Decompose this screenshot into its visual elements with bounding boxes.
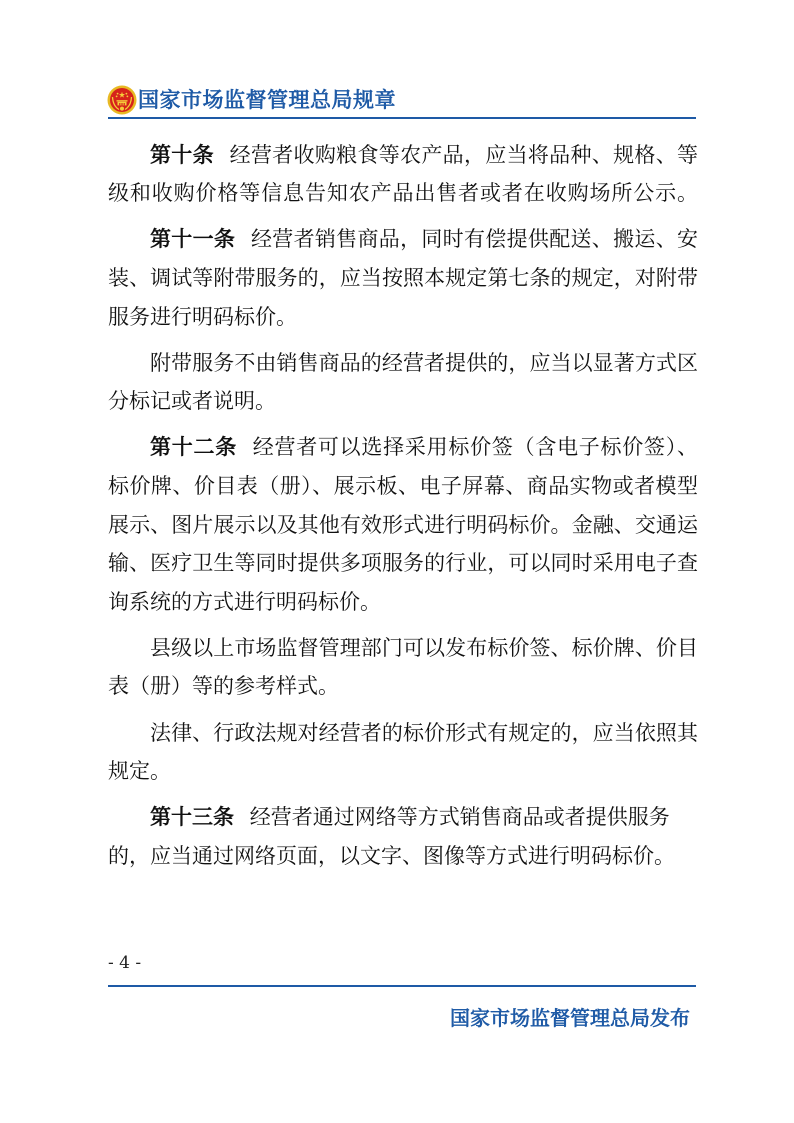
national-emblem-icon: [107, 85, 137, 115]
header-title: 国家市场监督管理总局规章: [138, 87, 396, 112]
publisher-label: 国家市场监督管理总局发布: [450, 1006, 690, 1030]
article-paragraph: [108, 428, 698, 621]
text-line: 规定。: [108, 759, 171, 784]
text-line: 展示、图片展示以及其他有效形式进行明码标价。金融、交通运: [108, 512, 698, 537]
text-line: [108, 220, 698, 259]
text-line: [108, 136, 698, 175]
footer-divider: [108, 985, 696, 987]
document-body: [108, 136, 698, 876]
text-line: 装、调试等附带服务的，应当按照本规定第七条的规定，对附带: [108, 265, 698, 290]
header-divider: [108, 117, 696, 119]
text-line-content: 经营者销售商品，同时有偿提供配送、搬运、安: [250, 227, 699, 252]
article-paragraph: [108, 220, 698, 336]
article-paragraph: [108, 136, 698, 213]
paragraph: [108, 629, 698, 706]
article-number: 第十一条: [150, 226, 236, 252]
text-line: [108, 798, 698, 837]
text-line-content: 经营者收购粮食等农产品，应当将品种、规格、等: [229, 142, 698, 167]
paragraph: [108, 714, 698, 791]
text-line: 分标记或者说明。: [108, 389, 276, 414]
text-line: 输、医疗卫生等同时提供多项服务的行业，可以同时采用电子查: [108, 551, 698, 576]
text-line: 服务进行明码标价。: [108, 304, 297, 329]
article-number: 第十二条: [150, 434, 237, 460]
text-line: 询系统的方式进行明码标价。: [108, 589, 381, 614]
text-line: 表（册）等的参考样式。: [108, 674, 339, 699]
page-number: - 4 -: [108, 953, 142, 973]
article-paragraph: [108, 798, 698, 875]
text-line-content: 经营者通过网络等方式销售商品或者提供服务: [249, 805, 670, 830]
text-line: 级和收购价格等信息告知农产品出售者或者在收购场所公示。: [108, 181, 698, 206]
text-line: 附带服务不由销售商品的经营者提供的，应当以显著方式区: [150, 350, 698, 375]
article-number: 第十条: [150, 141, 214, 167]
text-line: 法律、行政法规对经营者的标价形式有规定的，应当依照其: [150, 720, 698, 745]
text-line: [108, 428, 698, 467]
text-line-content: 经营者可以选择采用标价签（含电子标价签）、: [252, 435, 699, 460]
text-line: 县级以上市场监督管理部门可以发布标价签、标价牌、价目: [150, 635, 698, 660]
article-number: 第十三条: [150, 804, 234, 830]
paragraph: [108, 344, 698, 421]
text-line: 标价牌、价目表（册）、展示板、电子屏幕、商品实物或者模型: [108, 473, 698, 498]
text-line: 的，应当通过网络页面，以文字、图像等方式进行明码标价。: [108, 843, 675, 868]
